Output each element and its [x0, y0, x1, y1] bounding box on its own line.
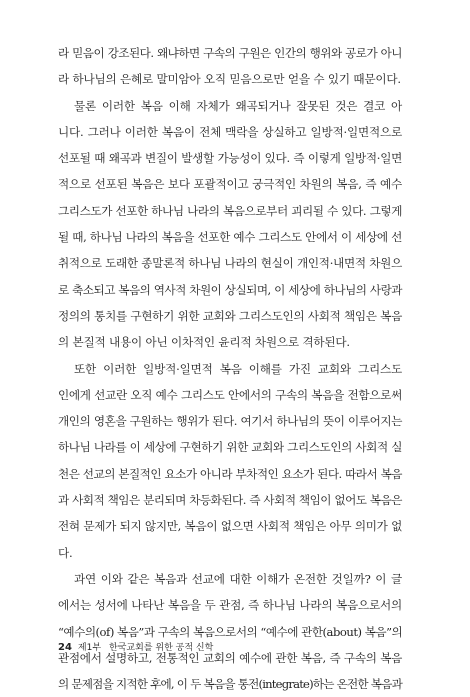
text-line: 그리스도가 선포한 하나님 나라의 복음으로부터 괴리될 수 있다. 그렇게 [58, 203, 402, 218]
text-line: 선포될 때 왜곡과 변질이 발생할 가능성이 있다. 즉 이렇게 일방적·일면 [58, 151, 402, 166]
text-line: 될 때, 하나님 나라의 복음을 선포한 예수 그리스도 안에서 이 세상에 선 [58, 230, 402, 245]
text-line: 과 사회적 책임은 분리되며 차등화된다. 즉 사회적 책임이 없어도 복음은 [58, 493, 402, 508]
text-line: 적으로 선포된 복음은 보다 포괄적이고 궁극적인 차원의 복음, 즉 예수 [58, 177, 402, 192]
part-label: 제1부 [77, 643, 102, 653]
text-line: 과연 이와 같은 복음과 선교에 대한 이해가 온전한 것일까? 이 글 [74, 571, 402, 586]
book-title: 한국교회를 위한 공적 신학 [109, 643, 214, 653]
text-line: 의 문제점을 지적한 후에, 이 두 복음을 통전(integrate)하는 온전한 복음과 [58, 677, 402, 692]
text-line: 니다. 그러나 이러한 복음이 전체 맥락을 상실하고 일방적·일면적으로 [58, 124, 402, 139]
page-footer [58, 640, 213, 653]
text-line: 취적으로 도래한 종말론적 하나님 나라의 현실이 개인적·내면적 차원으 [58, 256, 402, 271]
text-line: 다. [58, 545, 73, 560]
text-line: 의 본질적 내용이 아닌 이차적인 윤리적 차원으로 격하된다. [58, 335, 350, 350]
text-line: 로 축소되고 복음의 역사적 차원이 상실되며, 이 세상에 하나님의 사랑과 [58, 282, 402, 297]
text-line: 개인의 영혼을 구원하는 행위가 된다. 여기서 하나님의 뜻이 이루어지는 [58, 414, 402, 429]
text-line: 물론 이러한 복음 이해 자체가 왜곡되거나 잘못된 것은 결코 아 [74, 98, 402, 113]
text-line: 라 믿음이 강조된다. 왜냐하면 구속의 구원은 인간의 행위와 공로가 아니 [58, 46, 402, 60]
text-line: 관점에서 설명하고, 전통적인 교회의 예수에 관한 복음, 즉 구속의 복음 [58, 650, 402, 665]
text-line: 라 하나님의 은혜로 말미암아 오직 믿음으로만 얻을 수 있기 때문이다. [58, 72, 401, 87]
text-line: 전혀 문제가 되지 않지만, 복음이 없으면 사회적 책임은 아무 의미가 없 [58, 519, 402, 534]
body-text [58, 40, 402, 697]
text-line: 정의의 통치를 구현하기 위한 교회와 그리스도인의 사회적 책임은 복음 [58, 308, 402, 323]
text-line: “예수의(of) 복음”과 구속의 복음으로서의 “예수에 관한(about) 복음”의 [58, 624, 403, 639]
text-line: 하나님 나라를 이 세상에 구현하기 위한 교회와 그리스도인의 사회적 실 [58, 440, 402, 455]
text-line: 천은 선교의 본질적인 요소가 아니라 부차적인 요소가 된다. 따라서 복음 [58, 466, 402, 481]
page-number: 24 [58, 642, 72, 653]
text-line: 에서는 성서에 나타난 복음을 두 관점, 즉 하나님 나라의 복음으로서의 [58, 598, 402, 613]
text-line: 또한 이러한 일방적·일면적 복음 이해를 가진 교회와 그리스도 [74, 361, 402, 376]
text-line: 인에게 선교란 오직 예수 그리스도 안에서의 구속의 복음을 전함으로써 [58, 387, 402, 402]
